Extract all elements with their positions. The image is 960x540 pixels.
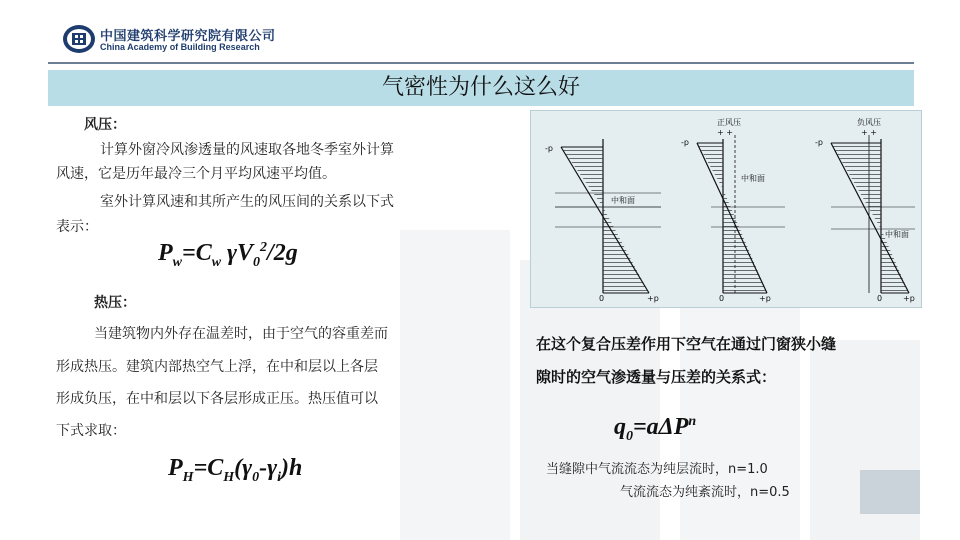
label-negative-wind: 负风压 (857, 118, 881, 127)
thermal-pressure-formula: $P_H=C_H(\gamma_0-\gamma_i)h$ (168, 455, 303, 485)
label-zero-2: 0 (719, 294, 725, 303)
pressure-diagram (530, 110, 922, 308)
label-pos-p-2: +p (759, 294, 771, 303)
label-neg-p-2: -p (681, 138, 689, 147)
thermal-paragraph-line1: 当建筑物内外存在温差时，由于空气的容重差而 (94, 326, 388, 342)
label-positive-wind: 正风压 (717, 118, 741, 127)
wind-paragraph2-line2: 表示： (56, 219, 98, 235)
label-plus-2: + + (717, 128, 733, 137)
label-neg-p-1: -p (545, 144, 553, 153)
infiltration-formula: $q_0=a\Delta P^n$ (614, 414, 697, 444)
thermal-paragraph-line2: 形成热压。建筑内部热空气上浮，在中和层以上各层 (56, 359, 378, 375)
thermal-pressure-heading: 热压： (94, 295, 136, 311)
label-neutral-2: 中和面 (741, 174, 765, 183)
wind-pressure-heading: 风压： (84, 117, 126, 133)
infiltration-desc-line2: 隙时的空气渗透量与压差的关系式： (536, 368, 777, 386)
wind-paragraph-line2: 风速，它是历年最冷三个月平均风速平均值。 (56, 166, 336, 182)
header-divider (48, 62, 914, 64)
wind-paragraph-line1: 计算外窗冷风渗透量的风速取各地冬季室外计算 (100, 142, 394, 158)
diagram-panel-positive-wind (681, 118, 785, 303)
label-neutral-1: 中和面 (611, 196, 635, 205)
laminar-flow-note: 当缝隙中气流流态为纯层流时，n=1.0 (546, 462, 768, 477)
page-title: 气密性为什么这么好 (381, 75, 580, 100)
diagram-panel-thermal (545, 139, 661, 303)
org-name-en: China Academy of Building Research (100, 42, 260, 52)
wind-pressure-formula: $P_w=C_w$ $\gamma V_0^2/2g$ (158, 240, 298, 270)
diagram-panel-negative-wind (815, 117, 915, 303)
infiltration-desc-line1: 在这个复合压差作用下空气在通过门窗狭小缝 (536, 335, 837, 353)
cabr-logo-icon (62, 24, 96, 54)
label-neg-p-3: -p (815, 138, 823, 147)
label-neutral-3: 中和面 (885, 230, 909, 239)
label-pos-p-3: +p (903, 294, 915, 303)
label-zero-3: 0 (877, 294, 883, 303)
label-zero-1: 0 (599, 294, 605, 303)
thermal-paragraph-line4: 下式求取： (56, 423, 126, 439)
turbulent-flow-note: 气流流态为纯紊流时，n=0.5 (620, 485, 790, 500)
label-pos-p-1: +p (647, 294, 659, 303)
label-plus-3: + + (861, 128, 877, 137)
wind-paragraph2-line1: 室外计算风速和其所产生的风压间的关系以下式 (100, 194, 394, 210)
thermal-paragraph-line3: 形成负压，在中和层以下各层形成正压。热压值可以 (56, 391, 378, 407)
org-name-cn: 中国建筑科学研究院有限公司 (100, 29, 276, 44)
